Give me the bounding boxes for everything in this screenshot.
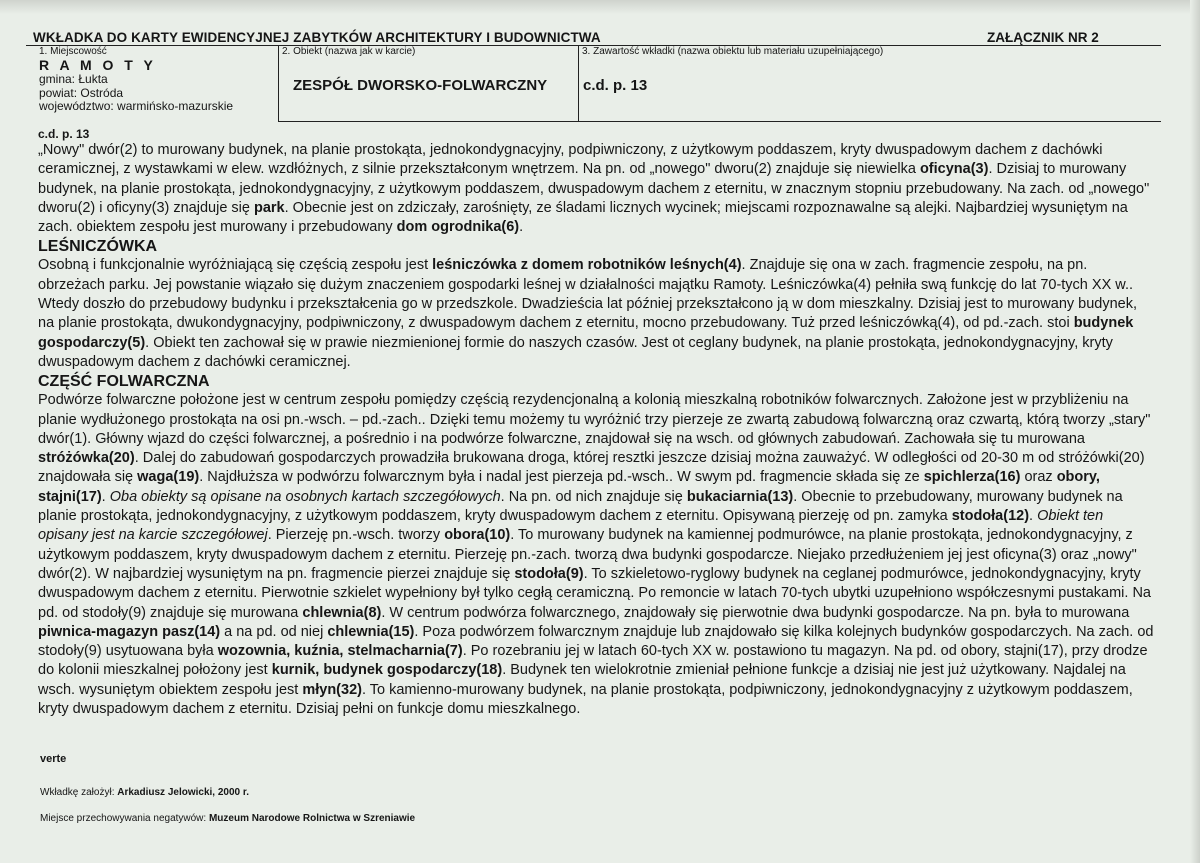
- text-run: .: [1029, 508, 1038, 525]
- object-reference: stodoła(12): [951, 508, 1030, 525]
- body-paragraph: [38, 391, 1156, 719]
- object-reference: wozownia, kuźnia, stelmacharnia(7): [217, 643, 463, 660]
- text-run: . Najdłuższa w podwórzu folwarcznym była i nadal jest pierzeja pd.-wsch.. W swym pd. fragmencie składa się ze: [199, 469, 924, 486]
- text-run: . Pierzeję pn.-wsch. tworzy: [267, 527, 445, 544]
- body-paragraphs: [38, 141, 1156, 719]
- object-reference: obora(10): [444, 527, 511, 544]
- object-reference: młyn(32): [302, 681, 362, 698]
- verte-note: verte: [40, 753, 67, 765]
- content-value: c.d. p. 13: [583, 77, 648, 94]
- document-body: [38, 128, 1156, 719]
- annex-number: ZAŁĄCZNIK NR 2: [987, 30, 1099, 45]
- location-label: 1. Miejscowość: [39, 46, 107, 57]
- text-run: . Na pn. od nich znajduje się: [500, 488, 687, 505]
- italic-note: Obiekt ten opisany jest na karcie szczegółowej: [38, 508, 1104, 544]
- footer-author-name: Arkadiusz Jelowicki, 2000 r.: [117, 787, 249, 798]
- footer-author-label: Wkładkę założył:: [40, 787, 115, 798]
- text-run: . To murowany budynek na kamiennej podmurówce, na planie prostokąta, jednokondygnacyjny, z użytkowym poddaszem, kryty dwuspadowym dachem z eternitu. Pierzeję pn.-zach. tworzą dwa budynki gospodarcze. Niejako przedłużeniem jej jest oficyna(3) oraz „nowy" dwór(2). W najbardziej wysuniętym na pn. fragmencie pierzei znajduje się: [38, 527, 1137, 582]
- text-run: „Nowy" dwór(2) to murowany budynek, na planie prostokąta, jednokondygnacyjny, podpiwniczony, z użytkowym poddaszem, kryty dwuspadowym dachem z dachówki ceramicznej, z wystawkami w elew. wzdłóżnych, z silnie przekształconym wnętrzem. Na pn. od „nowego" dworu(2) znajduje się niewielka: [38, 142, 1103, 178]
- header-box-bottom-rule: [278, 121, 1161, 122]
- object-reference: dom ogrodnika(6): [396, 219, 520, 236]
- section-heading: CZĘŚĆ FOLWARCZNA: [38, 373, 210, 391]
- footer-storage-place: Muzeum Narodowe Rolnictwa w Szreniawie: [208, 813, 416, 824]
- object-reference: bukaciarnia(13): [686, 488, 794, 505]
- object-reference: chlewnia(8): [302, 604, 382, 621]
- continuation-note: c.d. p. 13: [38, 127, 90, 141]
- text-run: .: [519, 219, 524, 236]
- object-name: ZESPÓŁ DWORSKO-FOLWARCZNY: [293, 77, 548, 94]
- object-reference: leśniczówka z domem robotników leśnych(4): [432, 257, 742, 274]
- body-paragraph: [38, 256, 1156, 372]
- object-reference: park: [253, 199, 285, 216]
- scan-edge-right: [1190, 0, 1200, 863]
- text-run: . Dalej do zabudowań gospodarczych prowadziła brukowana droga, której resztki jeszcze dzisiaj można zauważyć. W odległości od 20-30 m od stróżówki(20) znajdowała się: [38, 450, 1145, 486]
- text-run: . Po rozebraniu jej w latach 60-tych XX w. postawiono tu magazyn. Na pd. od obory, stajni(17), przy drodze do kolonii mieszkalnej położony jest: [38, 643, 1148, 679]
- italic-note: Oba obiekty są opisane na osobnych kartach szczegółowych: [109, 488, 501, 505]
- location-name: R A M O T Y: [39, 57, 157, 73]
- text-run: . Obiekt ten zachował się w prawie niezmienionej formie do naszych czasów. Jest ot ceglany budynek, na planie prostokąta, jednokondygnacyjny, kryty dwuspadowym dachem z dachówki ceramicznej.: [38, 334, 1113, 370]
- object-cell: [278, 46, 578, 122]
- text-run: . To szkieletowo-ryglowy budynek na ceglanej podmurówce, jednokondygnacyjny, kryty dwuspadowym dachem z eternitu. Pierwotnie szkielet wypełniony był tylko cegłą ceramiczną. Po remoncie w latach 70-tych ubytki uzupełniono współczesnymi pustakami. Na pd. od stodoły(9) znajduje się murowana: [38, 565, 1151, 621]
- object-reference: oficyna(3): [919, 161, 989, 178]
- object-reference: kurnik, budynek gospodarczy(18): [271, 662, 503, 679]
- text-run: . Obecnie to przebudowany, murowany budynek na planie prostokąta, jednokondygnacyjny, z użytkowym poddaszem, kryty dwuspadowym dachem z eternitu. Opisywaną pierzeję od pn. zamyka: [38, 488, 1123, 525]
- text-run: . Obecnie jest on zdziczały, zarośnięty, ze śladami licznych wycinek; miejscami rozpoznawalne są alejki. Najbardziej wysuniętym na zach. obiektem zespołu jest murowany i przebudowany: [38, 199, 1128, 236]
- content-label: 3. Zawartość wkładki (nazwa obiektu lub materiału uzupełniającego): [582, 46, 884, 57]
- section-heading: LEŚNICZÓWKA: [38, 238, 158, 256]
- text-run: . To kamienno-murowany budynek, na planie prostokąta, podpiwniczony, jednokondygnacyjny z użytkowym poddaszem, kryty dwuspadowym dachem z eternitu. Dzisiaj pełni on funkcje domu mieszkalnego.: [38, 681, 1133, 718]
- object-label: 2. Obiekt (nazwa jak w karcie): [282, 46, 416, 57]
- object-reference: obory, stajni(17): [38, 469, 1100, 505]
- footer-author: [40, 787, 249, 798]
- object-reference: spichlerza(16): [923, 469, 1021, 486]
- object-reference: stodoła(9): [514, 565, 584, 582]
- object-reference: piwnica-magazyn pasz(14): [38, 623, 221, 640]
- footer-storage-label: Miejsce przechowywania negatywów:: [40, 813, 207, 824]
- text-run: . W centrum podwórza folwarcznego, znajdowały się pierwotnie dwa budynki gospodarcze. Na pn. była to murowana: [381, 604, 1130, 621]
- footer-storage: [40, 813, 415, 824]
- scan-edge-top: [0, 0, 1200, 14]
- object-reference: chlewnia(15): [327, 623, 415, 640]
- text-run: .: [101, 488, 110, 505]
- object-reference: stróżówka(20): [38, 450, 135, 467]
- text-run: . Poza podwórzem folwarcznym znajduje lub znajdowało się kilka kolejnych budynków gospodarczych. Na zach. od stodoły(9) usytuowana była: [38, 623, 1154, 660]
- location-cell: [34, 46, 278, 122]
- text-run: . Dzisiaj to murowany budynek, na planie prostokąta, jednokondygnacyjny, z użytkowym poddaszem, dwuspadowym dachem z eternitu, w znacznym stopniu przebudowany. Na zach. od „nowego" dworu(2) i oficyny(3) znajduje się: [38, 161, 1150, 216]
- text-run: . Budynek ten wielokrotnie zmieniał pełnione funkcje a dzisiaj nie jest już użytkowany. Najdalej na wsch. wysuniętym obiektem zespołu jest: [38, 662, 1126, 698]
- location-voivodeship: województwo: warmińsko-mazurskie: [39, 99, 234, 113]
- location-commune: gmina: Łukta: [39, 72, 108, 86]
- object-reference: waga(19): [137, 469, 200, 486]
- text-run: a na pd. od niej: [220, 623, 328, 640]
- body-paragraph: [38, 141, 1156, 237]
- document-title: WKŁADKA DO KARTY EWIDENCYJNEJ ZABYTKÓW ARCHITEKTURY I BUDOWNICTWA: [33, 30, 601, 45]
- text-run: Osobną i funkcjonalnie wyróżniającą się częścią zespołu jest: [38, 257, 433, 274]
- content-cell: [578, 46, 1161, 122]
- text-run: oraz: [1020, 469, 1057, 486]
- text-run: Podwórze folwarczne położone jest w centrum zespołu pomiędzy częścią rezydencjonalną a kolonią mieszkalną robotników folwarcznych. Założone jest w przybliżeniu na planie wydłużonego prostokąta na osi pn.-wsch. – pd.-zach.. Dzięki temu możemy tu wyróżnić trzy pierzeje ze zwartą zabudową folwarczną oraz czwartą, którą tworzy „stary" dwór(1). Główny wjazd do części folwarcznej, a pośrednio i na podwórze folwarczne, znajdował się na wsch. od głównych zabudowań. Zachowała się tu murowana: [38, 392, 1151, 447]
- object-reference: budynek gospodarczy(5): [38, 315, 1134, 351]
- text-run: . Znajduje się ona w zach. fragmencie zespołu, na pn. obrzeżach parku. Jej powstanie wiązało się dużym znaczeniem gospodarki leśnej w działalności majątku Ramoty. Leśniczówka(4) pełniła swą funkcję do lat 70-tych XX w.. Wtedy doszło do przebudowy budynku i przekształcenia go w przedszkole. Dwadzieścia lat później przekształcono ją w dom mieszkalny. Dzisiaj jest to murowany budynek, na planie prostokąta, dwukondygnacyjny, podpiwniczony, z dwuspadowym dachem z eternitu, mocno przebudowany. Tuż przed leśniczówką(4), od pd.-zach. stoi: [38, 257, 1138, 332]
- location-county: powiat: Ostróda: [39, 85, 124, 100]
